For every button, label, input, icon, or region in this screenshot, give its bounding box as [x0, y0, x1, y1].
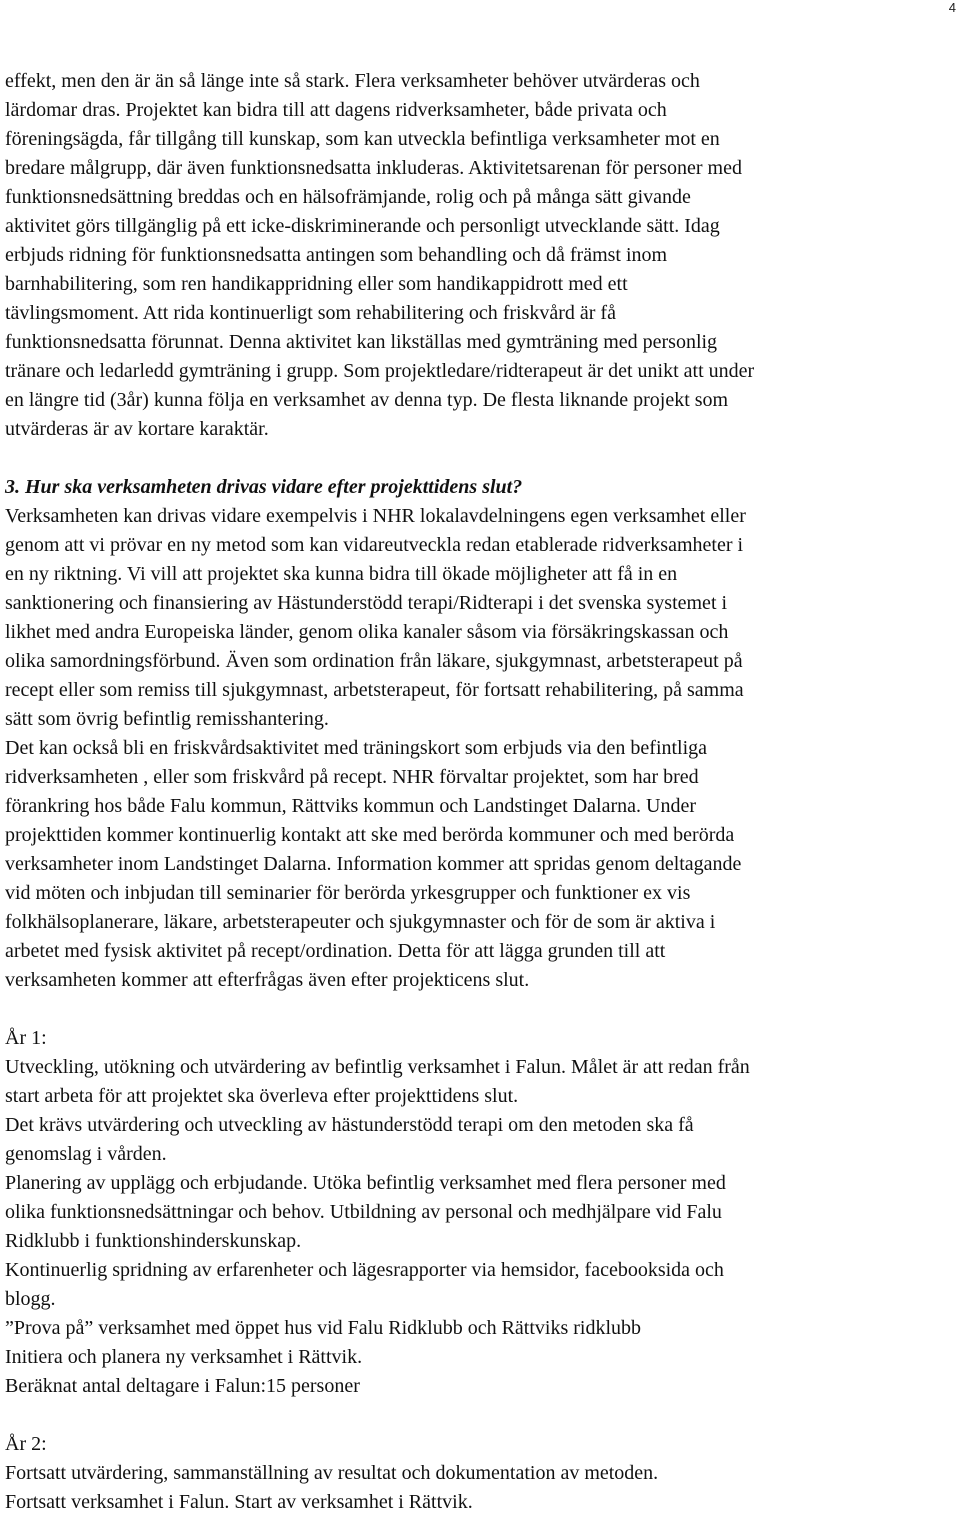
text-line: blogg. [5, 1288, 56, 1310]
text-line: erbjuds ridning för funktionsnedsatta antingen som behandling och då främst inom [5, 244, 668, 266]
text-line: arbetet med fysisk aktivitet på recept/ordination. Detta för att lägga grunden till att [5, 940, 666, 962]
text-line: Fortsatt verksamhet i Falun. Start av verksamhet i Rättvik. [5, 1491, 473, 1513]
text-line: Det kan också bli en friskvårdsaktivitet med träningskort som erbjuds via den befintliga [5, 737, 708, 759]
text-line: likhet med andra Europeiska länder, genom olika kanaler såsom via försäkringskassan och [5, 621, 729, 643]
year1-title: År 1: [5, 1027, 47, 1049]
text-line: förankring hos både Falu kommun, Rättviks kommun och Landstinget Dalarna. Under [5, 795, 696, 817]
text-line: Kontinuerlig spridning av erfarenheter och lägesrapporter via hemsidor, facebooksida och [5, 1259, 724, 1281]
text-line: verksamheter inom Landstinget Dalarna. Information kommer att spridas genom deltagande [5, 853, 742, 875]
text-line: start arbeta för att projektet ska överleva efter projekttidens slut. [5, 1085, 519, 1107]
text-line: sanktionering och finansiering av Hästunderstödd terapi/Ridterapi i det svenska systemet i [5, 592, 728, 614]
text-line: projekttiden kommer kontinuerlig kontakt att ske med berörda kommuner och med berörda [5, 824, 735, 846]
text-line: en längre tid (3år) kunna följa en verksamhet av denna typ. De flesta liknande projekt som [5, 389, 729, 411]
text-line: genomslag i vården. [5, 1143, 167, 1165]
text-line: verksamheten kommer att efterfrågas även efter projekticens slut. [5, 969, 530, 991]
text-line: Verksamheten kan drivas vidare exempelvis i NHR lokalavdelningens egen verksamhet eller [5, 505, 746, 527]
text-line: effekt, men den är än så länge inte så stark. Flera verksamheter behöver utvärderas och [5, 70, 700, 92]
text-line: Initiera och planera ny verksamhet i Rättvik. [5, 1346, 363, 1368]
text-line: Planering av upplägg och erbjudande. Utöka befintlig verksamhet med flera personer med [5, 1172, 726, 1194]
intro-paragraph [5, 67, 960, 444]
text-line: Det krävs utvärdering och utveckling av hästunderstödd terapi om den metoden ska få [5, 1114, 694, 1136]
text-line: tränare och ledarledd gymträning i grupp. Som projektledare/ridterapeut är det unikt att under [5, 360, 755, 382]
year2-block [5, 1430, 960, 1517]
spacer [5, 995, 960, 1024]
page-number: 4 [948, 0, 956, 15]
text-line: funktionsnedsatta förunnat. Denna aktivitet kan likställas med gymträning med personlig [5, 331, 718, 353]
text-line: barnhabilitering, som ren handikappridning eller som handikappidrott med ett [5, 273, 628, 295]
text-line: funktionsnedsättning breddas och en hälsofrämjande, rolig och på många sätt givande [5, 186, 691, 208]
text-line: Beräknat antal deltagare i Falun:15 personer [5, 1375, 360, 1397]
text-line: recept eller som remiss till sjukgymnast, arbetsterapeut, för fortsatt rehabilitering, på samma [5, 679, 744, 701]
year2-title: År 2: [5, 1433, 47, 1455]
section-heading: 3. Hur ska verksamheten drivas vidare efter projekttidens slut? [5, 476, 523, 498]
text-line: vid möten och inbjudan till seminarier för berörda yrkesgrupper och funktioner ex vis [5, 882, 691, 904]
text-line: Fortsatt utvärdering, sammanställning av resultat och dokumentation av metoden. [5, 1462, 659, 1484]
text-line: olika funktionsnedsättningar och behov. Utbildning av personal och medhjälpare vid Falu [5, 1201, 722, 1223]
text-line: föreningsägda, får tillgång till kunskap, som kan utveckla befintliga verksamheter mot en [5, 128, 720, 150]
text-line: Ridklubb i funktionshinderskunskap. [5, 1230, 302, 1252]
text-line: aktivitet görs tillgänglig på ett icke-diskriminerande och personligt utvecklande sätt. Idag [5, 215, 720, 237]
text-line: sätt som övrig befintlig remisshantering. [5, 708, 329, 730]
text-line: olika samordningsförbund. Även som ordination från läkare, sjukgymnast, arbetsterapeut på [5, 650, 743, 672]
text-line: ”Prova på” verksamhet med öppet hus vid Falu Ridklubb och Rättviks ridklubb [5, 1317, 642, 1339]
text-line: utvärderas är av kortare karaktär. [5, 418, 269, 440]
text-line: genom att vi prövar en ny metod som kan vidareutveckla redan etablerade ridverksamheter i [5, 534, 744, 556]
text-line: folkhälsoplanerare, läkare, arbetsterapeuter och sjukgymnaster och för de som är aktiva i [5, 911, 716, 933]
text-line: Utveckling, utökning och utvärdering av befintlig verksamhet i Falun. Målet är att redan från [5, 1056, 750, 1078]
spacer [5, 1401, 960, 1430]
text-line: tävlingsmoment. Att rida kontinuerligt som rehabilitering och friskvård är få [5, 302, 616, 324]
text-line: ridverksamheten , eller som friskvård på recept. NHR förvaltar projektet, som har bred [5, 766, 699, 788]
text-line: bredare målgrupp, där även funktionsnedsatta inkluderas. Aktivitetsarenan för personer med [5, 157, 742, 179]
text-line: en ny riktning. Vi vill att projektet ska kunna bidra till ökade möjligheter att få in en [5, 563, 678, 585]
year1-block [5, 1024, 960, 1401]
text-line: lärdomar dras. Projektet kan bidra till att dagens ridverksamheter, både privata och [5, 99, 667, 121]
section3-paragraph [5, 502, 960, 995]
document-body [5, 67, 960, 1517]
